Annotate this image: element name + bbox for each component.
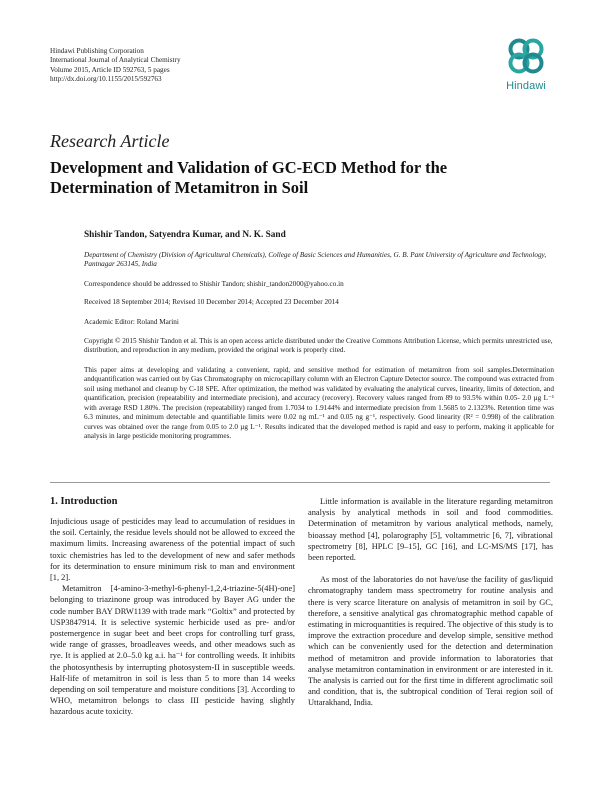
section-divider: [50, 482, 550, 483]
right-column: [308, 496, 553, 709]
abstract: This paper aims at developing and validating a convenient, rapid, and sensitive method for estimation of metamitron from soil samples.Determination andquantification was carried out by Gas Chromatography on microcapillary column with an Electron Capture Detector source. The compound was extracted from soil using methanol and cleanup by C-18 SPE. After optimization, the method was validated by evaluating the analytical curves, linearity, limits of detection, and quantification, precision (repeatability and intermediate precision), and accuracy (recovery). Recovery values ranged from 89 to 93.5% within 0.05- 2.0 µg L⁻¹ with average RSD 1.80%. The precision (repeatability) ranged from 1.7034 to 1.9144% and intermediate precision from 1.5685 to 2.1323%. Retention time was 6.3 minutes, and minimum detectable and quantifiable limits were 0.02 ng mL⁻¹ and 0.05 ng g⁻¹, respectively. Good linearity (R² = 0.998) of the calibration curves was obtained over the range from 0.05 to 2.0 µg L⁻¹. Results indicated that the developed method is rapid and easy to perform, making it applicable for analysis in large pesticide monitoring programmes.: [84, 366, 554, 441]
paragraph: Metamitron [4-amino-3-methyl-6-phenyl-1,2,4-triazine-5(4H)-one] belonging to triazinone group was introduced by Bayer AG under the code number BAY DRW1139 with trade mark “Goltix” and protected by USP3847914. It is selective systemic herbicide used as pre- and/or postemergence in sugar beet and beet crops for controlling turf grass, wide range of grasses, broadleaves weeds, and other meadows such as rye. It is applied at 2.0–5.0 kg a.i. ha⁻¹ for controlling weeds. It inhibits the photosynthesis by interrupting photosystem-II in susceptible weeds. Half-life of metamitron in soil is less than 5 to more than 14 weeks depending on soil temperature and moisture conditions [3]. According to WHO, metamitron belongs to class III pesticide having slightly hazardous acute toxicity.: [50, 584, 295, 717]
paper-title: Development and Validation of GC-ECD Method for the Determination of Metamitron in Soil: [50, 158, 448, 197]
hindawi-interlocked-rings-logo: [504, 34, 548, 78]
paragraph: Little information is available in the literature regarding metamitron analysis by analytical methods in soil and food commodities. Determination of metamitron by various analytical methods, namely, bioassay method [4], polarography [5], voltammetric [6, 7], vibrational spectrometry [8], HPLC [9–15], GC [16], and LC-MS/MS [17], has been reported.: [308, 497, 553, 563]
paragraph: Injudicious usage of pesticides may lead to accumulation of residues in the soil. Certainly, the residue levels should not be allowed to exceed the maximum limits. Increasing awareness of the potential impact of such toxic chemistries has led to the development of new and safer methods for its determination to ensure minimum risk to man and environment [1, 2].: [50, 517, 295, 583]
left-column: [50, 496, 295, 718]
hindawi-logo: [495, 34, 557, 102]
authors: Shishir Tandon, Satyendra Kumar, and N. K. Sand: [84, 230, 286, 240]
correspondence: Correspondence should be addressed to Shishir Tandon; shishir_tandon2000@yahoo.co.in: [84, 280, 344, 288]
publisher-name: Hindawi Publishing Corporation: [50, 47, 144, 55]
paragraph: As most of the laboratories do not have/use the facility of gas/liquid chromatography tandem mass spectrometry for routine analysis and there is very scarce literature on analysis of metamitron in soil by GC, therefore, a sensitive analytical gas chromatographic method capable of estimating in microquantities is required. The objective of this study is to improve the extraction procedure and develop simple, sensitive method which can be conveniently used for the detection and determination method of metamitron and provide information to laboratories that analyse metamitron contamination in environment or are interested in it. The analysis is carried out for the first time in different agroclimatic soil and condition, that is, the subtropical condition of Terai region soil of Uttarakhand, India.: [308, 575, 554, 708]
logo-wordmark: Hindawi: [506, 80, 546, 92]
article-type: Research Article: [50, 131, 170, 151]
copyright-notice: Copyright © 2015 Shishir Tandon et al. This is an open access article distributed under the Creative Commons Attribution License, which permits unrestricted use, distribution, and reproduction in any medium, provided the original work is properly cited.: [84, 337, 553, 355]
doi-link[interactable]: http://dx.doi.org/10.1155/2015/592763: [50, 74, 162, 83]
publication-info: [50, 47, 181, 84]
journal-name: International Journal of Analytical Chemistry: [50, 56, 181, 65]
section-heading: 1. Introduction: [50, 496, 118, 507]
academic-editor: Academic Editor: Roland Marini: [84, 318, 179, 326]
affiliation: Department of Chemistry (Division of Agricultural Chemicals), College of Basic Sciences and Humanities, G. B. Pant University of Agriculture and Technology, Pantnagar 263145, India: [84, 251, 547, 269]
history-dates: Received 18 September 2014; Revised 10 December 2014; Accepted 23 December 2014: [84, 298, 339, 306]
volume-info: Volume 2015, Article ID 592763, 5 pages: [50, 65, 170, 74]
